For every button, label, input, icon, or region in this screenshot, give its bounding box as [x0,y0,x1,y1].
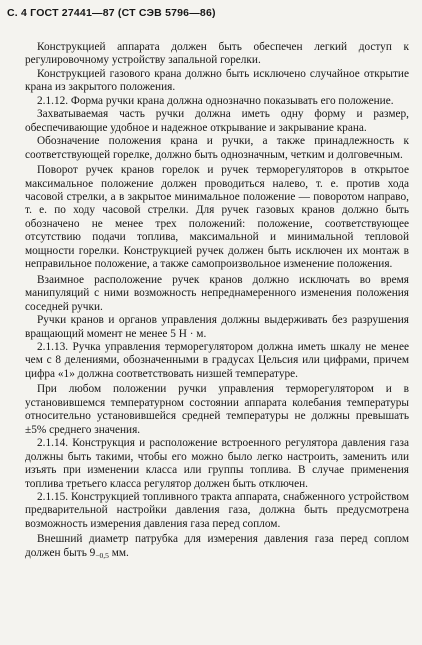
paragraph: 2.1.15. Конструкцией топливного тракта аппарата, снабженного устройством предварительной настройки давления газа, должна быть предусмотрена возможность измерения давления газа перед соплом. [25,490,409,530]
page-header: С. 4 ГОСТ 27441—87 (СТ СЭВ 5796—86) [7,7,216,19]
paragraph: Ручки кранов и органов управления должны выдерживать без разрушения вращающий момент не менее 5 Н · м. [25,314,409,340]
paragraph: Конструкцией аппарата должен быть обеспечен легкий доступ к регулировочному устройству запальной горелки. [25,41,409,67]
last-paragraph-suffix: мм. [108,546,129,559]
last-paragraph-text: Внешний диаметр патрубка для измерения давления газа перед соплом должен быть 9 [25,533,409,559]
tolerance-subscript: −0,5 [95,550,109,560]
paragraph: 2.1.12. Форма ручки крана должна однозначно показывать его положение. [37,94,394,107]
paragraph: При любом положении ручки управления терморегулятором и в установившемся температурном состоянии аппарата колебания температуры относительно установившейся средней температуры не должны превышать ±5% среднего значения. [25,383,409,436]
paragraph: Обозначение положения крана и ручки, а также принадлежность к соответствующей горелке, должно быть однозначным, четким и долговечным. [25,135,409,161]
paragraph: Поворот ручек кранов горелок и ручек терморегуляторов в открытое максимальное положение должен проводиться налево, т. е. против хода часовой стрелки, а в закрытое минимальное положение — поворотом направо, т. е. по ходу часовой стрелки. Для ручек газовых кранов должно быть обозначено не менее трех положений: положение, соответствующее отсутствию подачи топлива, максимальной и минимальной тепловой мощности горелки. Конструкцией ручек должен быть исключен их монтаж в неправильное положение, а также самопроизвольное изменение положения. [25,164,409,271]
document-body [25,41,409,560]
paragraph-last [25,533,409,560]
paragraph: Захватываемая часть ручки должна иметь одну форму и размер, обеспечивающие удобное и надежное открывание и закрывание крана. [25,108,409,134]
paragraph: 2.1.14. Конструкция и расположение встроенного регулятора давления газа должны быть такими, чтобы его можно было легко настроить, заменить или изъять при изменении класса или группы топлива. В случае применения топлива третьего класса регулятор должен быть отключен. [25,437,409,490]
paragraph: 2.1.13. Ручка управления терморегулятором должна иметь шкалу не менее чем с 8 делениями, обозначенными в градусах Цельсия или цифрами, причем цифра «1» должна соответствовать низшей температуре. [25,340,409,380]
paragraph: Конструкцией газового крана должно быть исключено случайное открытие крана из закрытого положения. [25,67,409,94]
paragraph: Взаимное расположение ручек кранов должно исключать во время манипуляций с ними возможность непреднамеренного изменения положения соседней ручки. [25,273,409,313]
